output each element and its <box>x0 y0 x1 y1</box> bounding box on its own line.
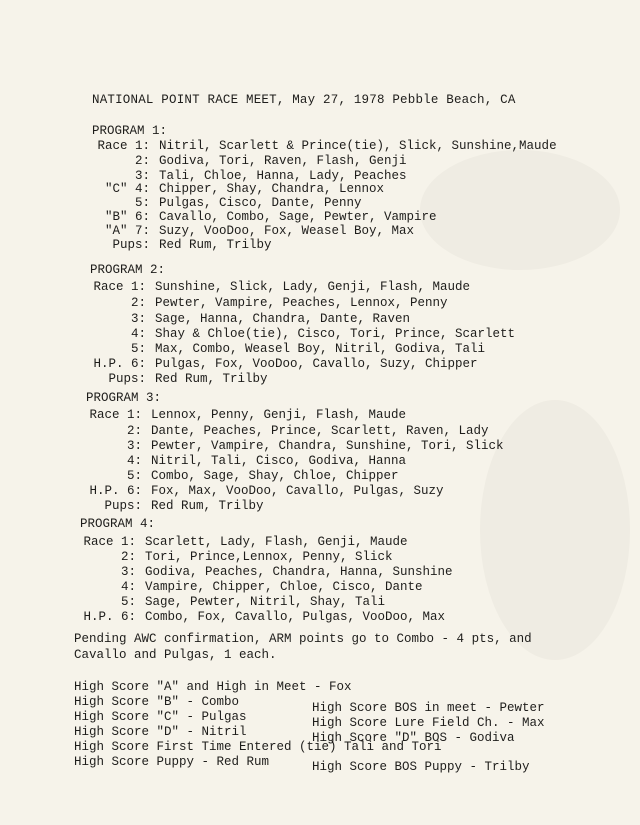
high-score-right: High Score "D" BOS - Godiva <box>312 731 515 745</box>
high-score-left: High Score "B" - Combo <box>74 695 240 709</box>
race-label: 3: <box>120 565 136 579</box>
program-heading: PROGRAM 1: <box>92 124 168 138</box>
race-label: 4: <box>120 580 136 594</box>
race-label: 5: <box>120 595 136 609</box>
pending-note-line-1: Pending AWC confirmation, ARM points go to Combo - 4 pts, and <box>74 632 532 646</box>
race-entries: Combo, Fox, Cavallo, Pulgas, VooDoo, Max <box>145 610 446 624</box>
race-entries: Pulgas, Fox, VooDoo, Cavallo, Suzy, Chipper <box>155 357 478 371</box>
race-entries: Godiva, Tori, Raven, Flash, Genji <box>159 154 407 168</box>
high-score-left: High Score "C" - Pulgas <box>74 710 247 724</box>
race-entries: Vampire, Chipper, Chloe, Cisco, Dante <box>145 580 423 594</box>
race-entries: Lennox, Penny, Genji, Flash, Maude <box>151 408 407 422</box>
race-label: "B" 6: <box>104 210 150 224</box>
high-score-left: High Score "D" - Nitril <box>74 725 247 739</box>
race-entries: Red Rum, Trilby <box>159 238 272 252</box>
race-entries: Red Rum, Trilby <box>151 499 264 513</box>
high-score-left: High Score First Time Entered (tie) Tali and Tori <box>74 740 442 754</box>
race-entries: Tori, Prince,Lennox, Penny, Slick <box>145 550 393 564</box>
program-heading: PROGRAM 2: <box>90 263 166 277</box>
race-label: Race 1: <box>83 535 136 549</box>
high-score-right: High Score BOS Puppy - Trilby <box>312 760 530 774</box>
program-heading: PROGRAM 4: <box>80 517 156 531</box>
race-label: 2: <box>126 424 142 438</box>
race-label: 5: <box>126 469 142 483</box>
race-label: 2: <box>134 154 150 168</box>
race-label: 3: <box>126 439 142 453</box>
race-entries: Nitril, Scarlett & Prince(tie), Slick, Sunshine,Maude <box>159 139 557 153</box>
race-label: 3: <box>130 312 146 326</box>
race-label: 5: <box>134 196 150 210</box>
race-label: H.P. 6: <box>83 610 136 624</box>
race-label: 3: <box>134 169 150 183</box>
race-label: Pups: <box>112 238 150 252</box>
race-label: Race 1: <box>93 280 146 294</box>
race-label: "C" 4: <box>104 182 150 196</box>
race-entries: Pulgas, Cisco, Dante, Penny <box>159 196 362 210</box>
race-label: H.P. 6: <box>93 357 146 371</box>
race-label: Race 1: <box>89 408 142 422</box>
race-entries: Fox, Max, VooDoo, Cavallo, Pulgas, Suzy <box>151 484 444 498</box>
race-entries: Max, Combo, Weasel Boy, Nitril, Godiva, Tali <box>155 342 486 356</box>
race-label: Race 1: <box>97 139 150 153</box>
race-label: Pups: <box>104 499 142 513</box>
race-label: "A" 7: <box>104 224 150 238</box>
pending-note-line-2: Cavallo and Pulgas, 1 each. <box>74 648 277 662</box>
race-label: 2: <box>120 550 136 564</box>
race-entries: Suzy, VooDoo, Fox, Weasel Boy, Max <box>159 224 415 238</box>
race-entries: Cavallo, Combo, Sage, Pewter, Vampire <box>159 210 437 224</box>
high-score-right: High Score BOS in meet - Pewter <box>312 701 545 715</box>
high-score-left: High Score "A" and High in Meet - Fox <box>74 680 352 694</box>
race-label: Pups: <box>108 372 146 386</box>
race-entries: Nitril, Tali, Cisco, Godiva, Hanna <box>151 454 407 468</box>
race-entries: Godiva, Peaches, Chandra, Hanna, Sunshine <box>145 565 453 579</box>
race-entries: Sage, Pewter, Nitril, Shay, Tali <box>145 595 386 609</box>
race-label: 2: <box>130 296 146 310</box>
race-label: 4: <box>130 327 146 341</box>
race-entries: Chipper, Shay, Chandra, Lennox <box>159 182 385 196</box>
race-entries: Sage, Hanna, Chandra, Dante, Raven <box>155 312 411 326</box>
race-entries: Pewter, Vampire, Chandra, Sunshine, Tori, Slick <box>151 439 504 453</box>
high-score-right: High Score Lure Field Ch. - Max <box>312 716 545 730</box>
paper-smudge <box>420 150 620 270</box>
race-label: 5: <box>130 342 146 356</box>
race-entries: Pewter, Vampire, Peaches, Lennox, Penny <box>155 296 448 310</box>
race-entries: Dante, Peaches, Prince, Scarlett, Raven, Lady <box>151 424 489 438</box>
high-score-left: High Score Puppy - Red Rum <box>74 755 270 769</box>
race-entries: Red Rum, Trilby <box>155 372 268 386</box>
document-title: NATIONAL POINT RACE MEET, May 27, 1978 Pebble Beach, CA <box>92 93 516 107</box>
race-entries: Sunshine, Slick, Lady, Genji, Flash, Maude <box>155 280 471 294</box>
program-heading: PROGRAM 3: <box>86 391 162 405</box>
race-label: H.P. 6: <box>89 484 142 498</box>
race-entries: Scarlett, Lady, Flash, Genji, Maude <box>145 535 408 549</box>
race-label: 4: <box>126 454 142 468</box>
race-entries: Shay & Chloe(tie), Cisco, Tori, Prince, Scarlett <box>155 327 516 341</box>
race-entries: Combo, Sage, Shay, Chloe, Chipper <box>151 469 399 483</box>
race-entries: Tali, Chloe, Hanna, Lady, Peaches <box>159 169 407 183</box>
